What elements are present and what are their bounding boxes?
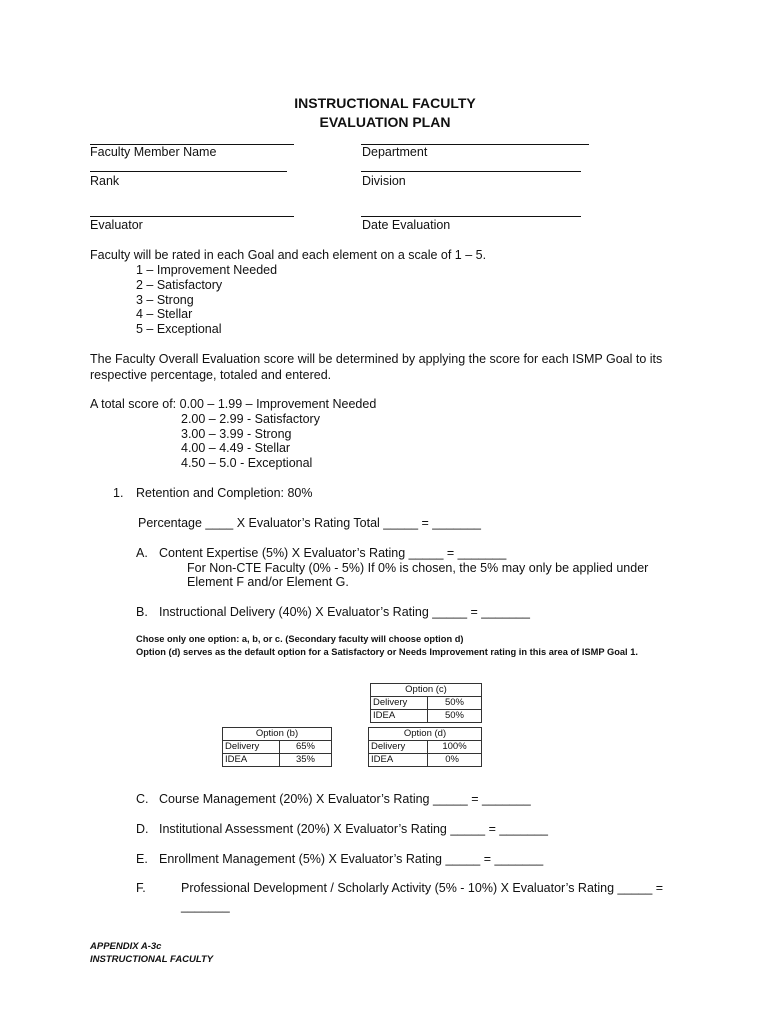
division-label: Division [362,174,406,188]
option-d-row-label: IDEA [369,754,428,767]
scale-item: 5 – Exceptional [136,322,222,336]
element-b-text: Instructional Delivery (40%) X Evaluator’s Rating _____ = _______ [159,605,530,619]
option-b-row-value: 35% [280,754,332,767]
element-a-note2: Element F and/or Element G. [187,575,349,589]
scale-item: 3 – Strong [136,293,194,307]
element-f-text-continued: _______ [181,899,230,913]
option-c-table [370,683,482,723]
division-line [361,171,581,172]
option-d-row-value: 0% [428,754,482,767]
overall-text-line2: respective percentage, totaled and entered. [90,368,332,382]
choose-option-note1: Chose only one option: a, b, or c. (Secondary faculty will choose option d) [136,634,464,644]
faculty-member-name-label: Faculty Member Name [90,145,217,159]
scale-intro: Faculty will be rated in each Goal and each element on a scale of 1 – 5. [90,248,487,262]
page-title-line2: EVALUATION PLAN [319,114,451,130]
option-d-row-label: Delivery [369,741,428,754]
element-e-text: Enrollment Management (5%) X Evaluator’s Rating _____ = _______ [159,852,544,866]
option-b-title: Option (b) [223,728,332,741]
element-a-text: Content Expertise (5%) X Evaluator’s Rating _____ = _______ [159,546,507,560]
footer-appendix: APPENDIX A-3c [90,941,162,952]
option-d-row-value: 100% [428,741,482,754]
option-b-row-label: Delivery [223,741,280,754]
option-c-row-label: IDEA [371,710,428,723]
department-label: Department [362,145,428,159]
goal-number: 1. [113,486,124,500]
element-b-label: B. [136,605,148,619]
date-evaluation-label: Date Evaluation [362,218,451,232]
scale-item: 2 – Satisfactory [136,278,223,292]
option-c-row-value: 50% [428,697,482,710]
page-title-line1: INSTRUCTIONAL FACULTY [294,95,476,111]
total-score-label: A total score of: 0.00 – 1.99 – Improvement Needed [90,397,377,411]
rank-line [90,171,287,172]
rank-label: Rank [90,174,120,188]
date-evaluation-line [361,216,581,217]
element-f-label: F. [136,881,146,895]
total-score-item: 3.00 – 3.99 - Strong [181,427,292,441]
element-e-label: E. [136,852,148,866]
scale-item: 4 – Stellar [136,307,193,321]
footer-instructional-faculty: INSTRUCTIONAL FACULTY [90,954,214,965]
option-d-table [368,727,482,767]
element-a-note1: For Non-CTE Faculty (0% - 5%) If 0% is chosen, the 5% may only be applied under [187,561,649,575]
element-f-text: Professional Development / Scholarly Activity (5% - 10%) X Evaluator’s Rating _____ = [181,881,664,895]
total-score-item: 4.50 – 5.0 - Exceptional [181,456,313,470]
option-c-row-label: Delivery [371,697,428,710]
overall-text-line1: The Faculty Overall Evaluation score will be determined by applying the score for each ISMP Goal to its [90,352,663,366]
option-b-row-value: 65% [280,741,332,754]
total-score-item: 4.00 – 4.49 - Stellar [181,441,291,455]
element-c-text: Course Management (20%) X Evaluator’s Rating _____ = _______ [159,792,531,806]
choose-option-note2: Option (d) serves as the default option for a Satisfactory or Needs Improvement rating in this area of ISMP Goal 1. [136,647,638,657]
element-d-label: D. [136,822,149,836]
goal-heading: Retention and Completion: 80% [136,486,313,500]
option-b-row-label: IDEA [223,754,280,767]
option-d-title: Option (d) [369,728,482,741]
option-c-title: Option (c) [371,684,482,697]
evaluator-label: Evaluator [90,218,143,232]
evaluator-line [90,216,294,217]
percentage-line: Percentage ____ X Evaluator’s Rating Total _____ = _______ [138,516,481,530]
option-c-row-value: 50% [428,710,482,723]
element-a-label: A. [136,546,148,560]
total-score-item: 2.00 – 2.99 - Satisfactory [181,412,320,426]
element-c-label: C. [136,792,149,806]
scale-item: 1 – Improvement Needed [136,263,278,277]
option-b-table [222,727,332,767]
element-d-text: Institutional Assessment (20%) X Evaluator’s Rating _____ = _______ [159,822,549,836]
